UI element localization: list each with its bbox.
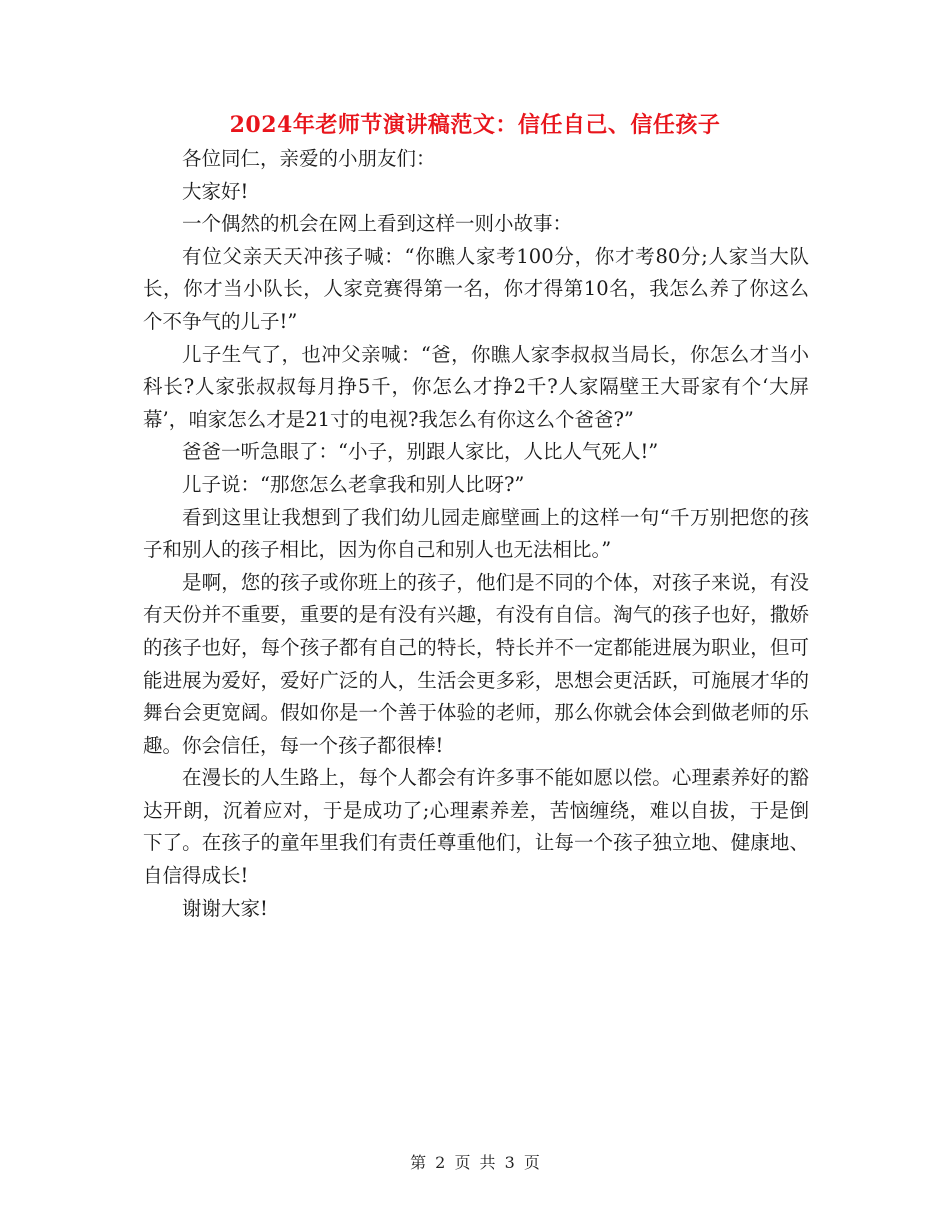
paragraph-father-reply: 爸爸一听急眼了：“小子，别跟人家比，人比人气死人!” (182, 440, 659, 464)
page-number-footer: 第 2 页 共 3 页 (410, 1153, 540, 1172)
paragraph-hello: 大家好! (182, 179, 249, 203)
paragraph-son-reply: 儿子说：“那您怎么老拿我和别人比呀?” (182, 472, 525, 496)
paragraph-individuality: 是啊，您的孩子或你班上的孩子，他们是不同的个体，对孩子来说，有没有天份并不重要，重要的是有没有兴趣，有没有自信。淘气的孩子也好，撒娇的孩子也好，每个孩子都有自己的特长，特长并不一定都能进展为职业，但可能进展为爱好，爱好广泛的人，生活会更多彩，思想会更活跃，可施展才华的舞台会更宽阔。假如你是一个善于体验的老师，那么你就会体会到做老师的乐趣。你会信任，每一个孩子都很棒! (143, 570, 809, 757)
paragraph-father: 有位父亲天天冲孩子喊：“你瞧人家考100分，你才考80分;人家当大队长，你才当小队长，人家竞赛得第一名，你才得第10名，我怎么养了你这么个不争气的儿子!” (143, 244, 809, 333)
paragraph-thanks: 谢谢大家! (182, 896, 268, 920)
document-title: 2024年老师节演讲稿范文：信任自己、信任孩子 (229, 112, 721, 138)
paragraph-mural: 看到这里让我想到了我们幼儿园走廊壁画上的这样一句“千万别把您的孩子和别人的孩子相比，因为你自己和别人也无法相比。” (143, 505, 809, 562)
paragraph-intro: 一个偶然的机会在网上看到这样一则小故事： (182, 212, 573, 236)
paragraph-son: 儿子生气了，也冲父亲喊：“爸，你瞧人家李叔叔当局长，你怎么才当小科长?人家张叔叔每月挣5千，你怎么才挣2千?人家隔壁王大哥家有个‘大屏幕’，咱家怎么才是21寸的电视?我怎么有你这么个爸爸?” (143, 342, 809, 431)
document-body (143, 143, 809, 925)
paragraph-greeting: 各位同仁，亲爱的小朋友们： (182, 147, 436, 170)
paragraph-life-road: 在漫长的人生路上，每个人都会有许多事不能如愿以偿。心理素养好的豁达开朗，沉着应对，于是成功了;心理素养差，苦恼缠绕，难以自拔，于是倒下了。在孩子的童年里我们有责任尊重他们，让每一个孩子独立地、健康地、自信得成长! (143, 766, 809, 888)
